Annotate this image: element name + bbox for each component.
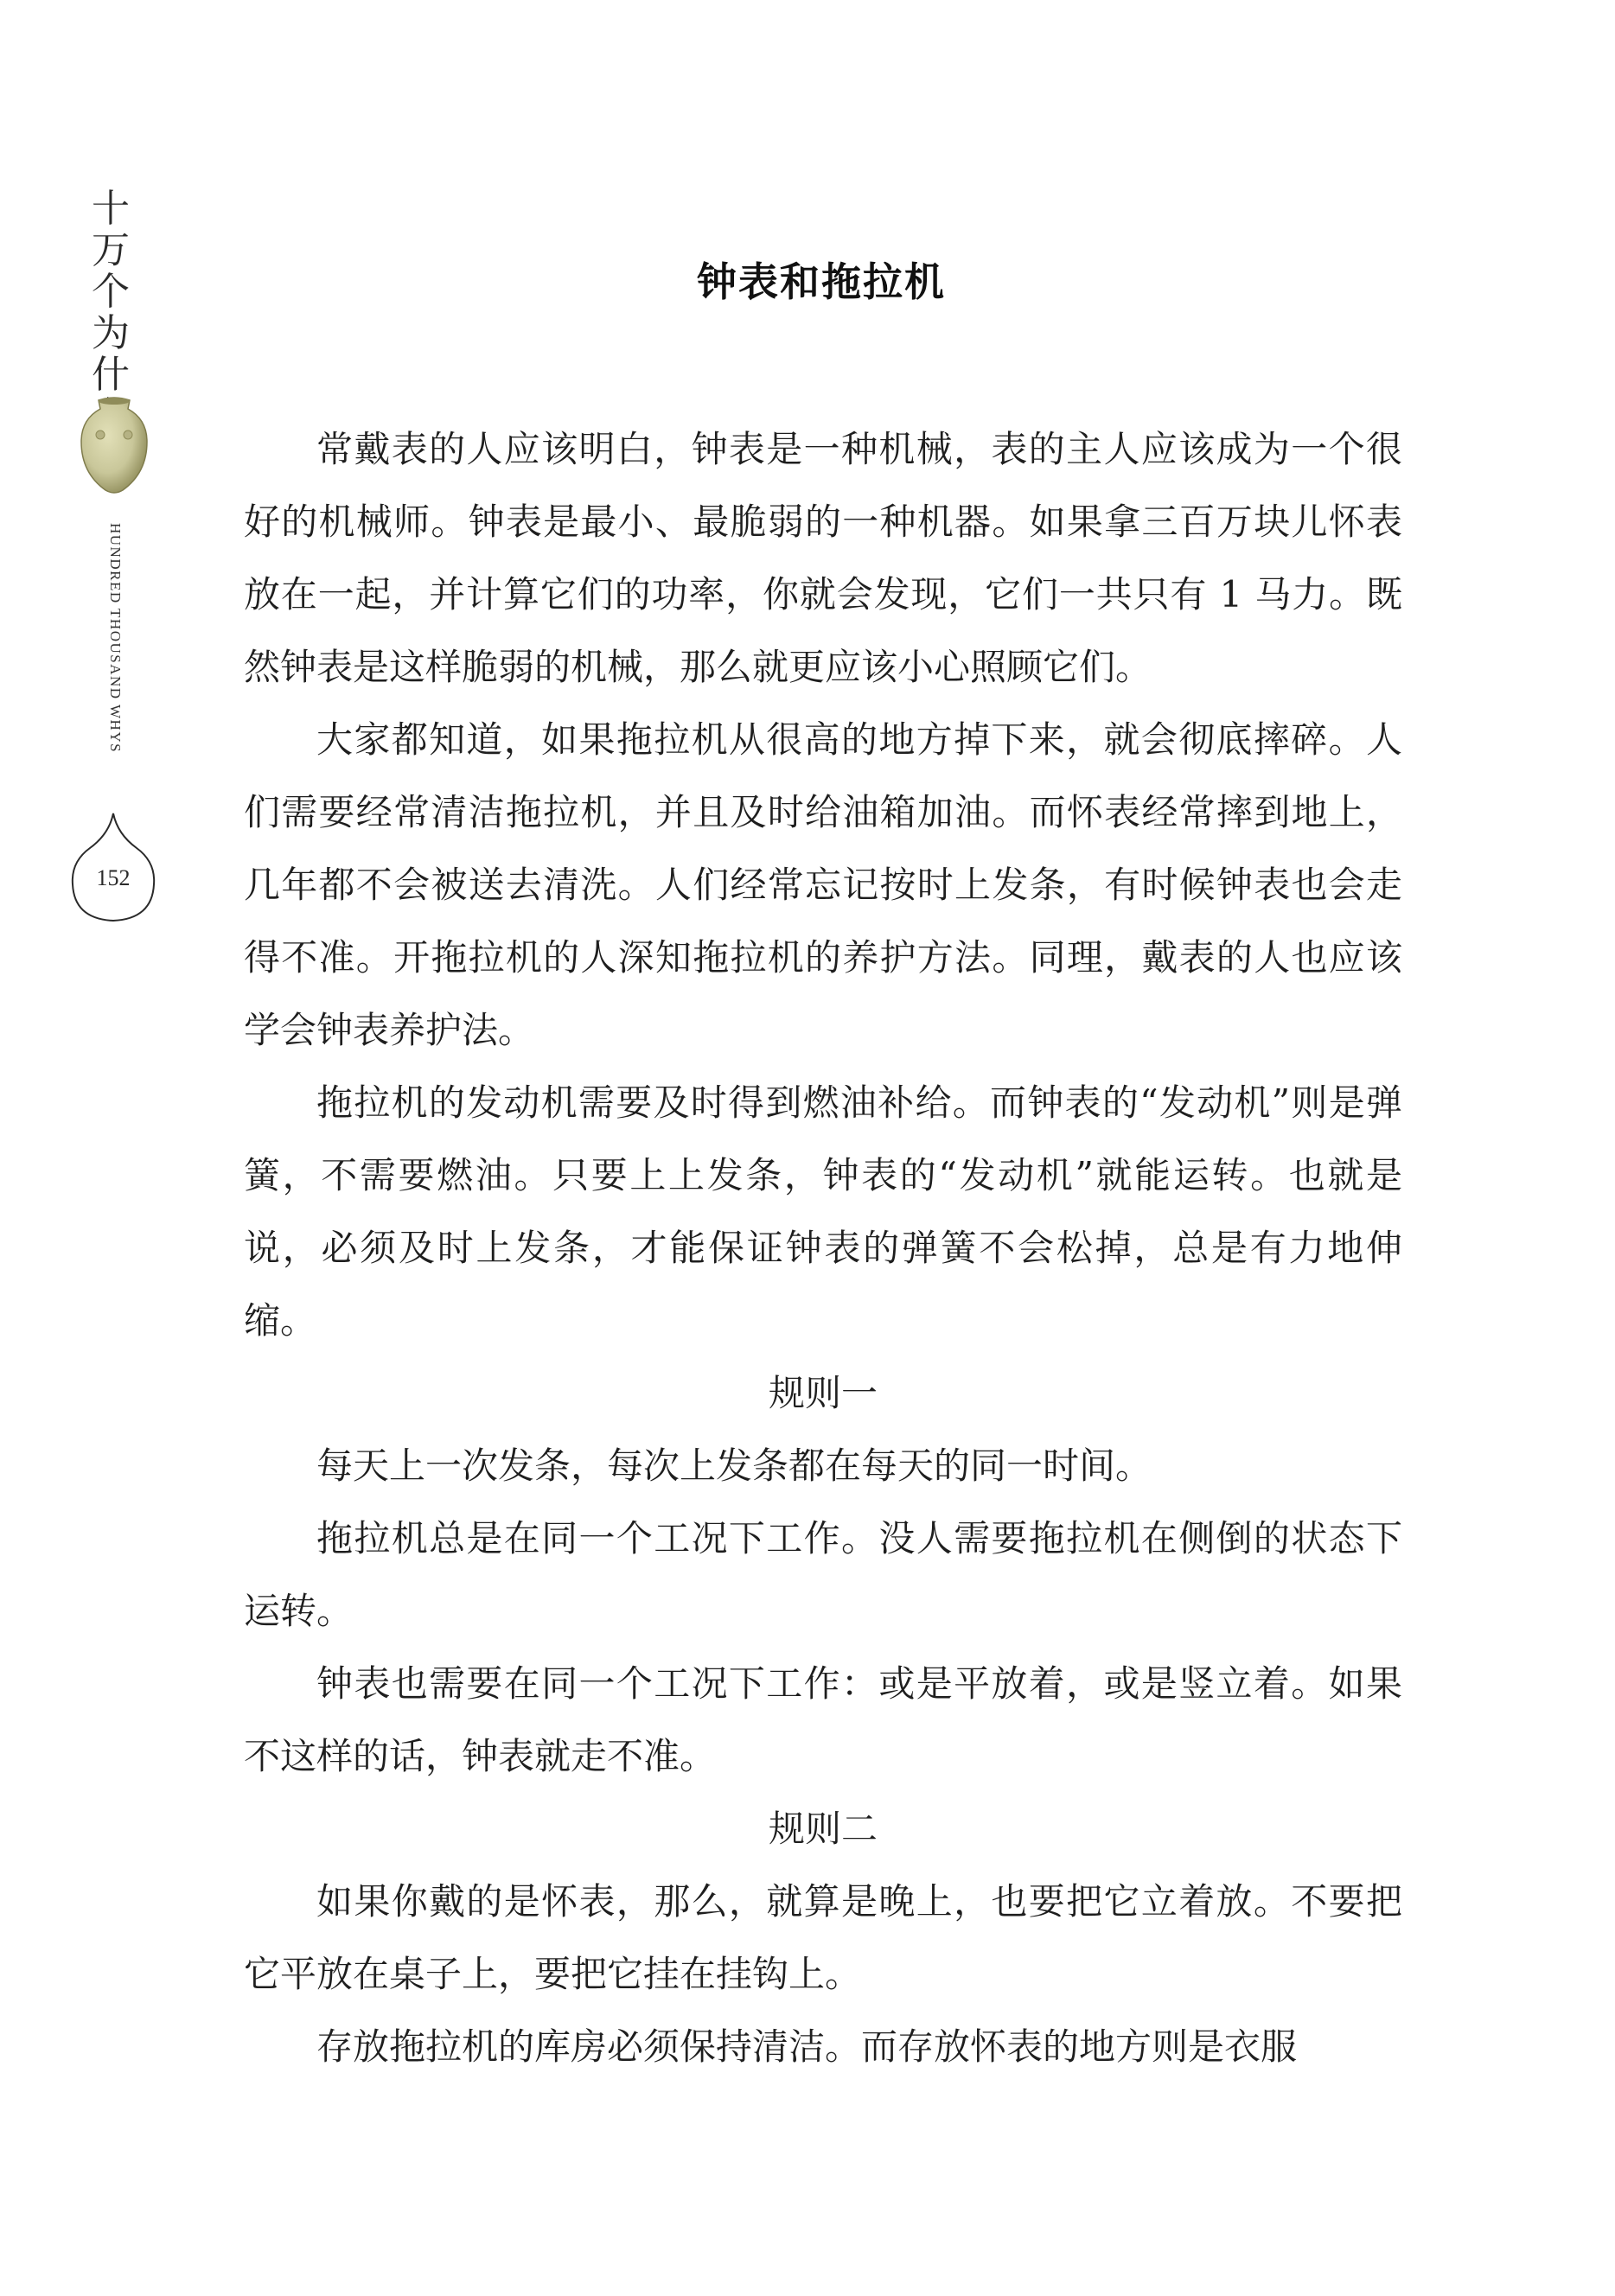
page-number: 152 <box>96 865 131 890</box>
paragraph: 每天上一次发条，每次上发条都在每天的同一时间。 <box>316 1445 1152 1487</box>
rule-heading: 规则一 <box>768 1372 878 1414</box>
paragraph: 大家都知道，如果拖拉机从很高的地方掉下来，就会彻底摔碎。人们需要经常清洁拖拉机，并且及时给油箱加油。而怀表经常摔到地上，几年都不会被送去清洗。人们经常忘记按时上发条，有时候钟表也会走得不准。开拖拉机的人深知拖拉机的养护方法。同理，戴表的人也应该学会钟表养护法。 <box>244 718 1402 1051</box>
rule-heading: 规则二 <box>768 1808 878 1850</box>
page-number-badge <box>67 808 159 929</box>
series-title-char: 十 <box>92 187 130 231</box>
paragraph: 拖拉机的发动机需要及时得到燃油补给。而钟表的“发动机”则是弹簧，不需要燃油。只要上上发条，钟表的“发动机”就能运转。也就是说，必须及时上发条，才能保证钟表的弹簧不会松掉，总是有力地伸缩。 <box>244 1081 1402 1342</box>
series-title-char: 万 <box>92 228 130 272</box>
article-body <box>244 413 1402 2083</box>
vase-icon <box>73 393 156 497</box>
paragraph: 存放拖拉机的库房必须保持清洁。而存放怀表的地方则是衣服 <box>316 2025 1298 2068</box>
series-title-char: 个 <box>92 270 130 314</box>
series-title-en: HUNDRED THOUSAND WHYS <box>107 523 124 754</box>
paragraph: 钟表也需要在同一个工况下工作：或是平放着，或是竖立着。如果不这样的话，钟表就走不准。 <box>244 1662 1402 1777</box>
paragraph: 如果你戴的是怀表，那么，就算是晚上，也要把它立着放。不要把它平放在桌子上，要把它挂在挂钩上。 <box>244 1880 1402 1995</box>
series-title-char: 为 <box>92 311 130 355</box>
paragraph: 常戴表的人应该明白，钟表是一种机械，表的主人应该成为一个很好的机械师。钟表是最小、最脆弱的一种机器。如果拿三百万块儿怀表放在一起，并计算它们的功率，你就会发现，它们一共只有 1 马力。既然钟表是这样脆弱的机械，那么就更应该小心照顾它们。 <box>244 428 1402 688</box>
paragraph: 拖拉机总是在同一个工况下工作。没人需要拖拉机在侧倒的状态下运转。 <box>244 1517 1402 1632</box>
article-title: 钟表和拖拉机 <box>697 258 946 305</box>
series-title-char: 什 <box>92 353 130 397</box>
